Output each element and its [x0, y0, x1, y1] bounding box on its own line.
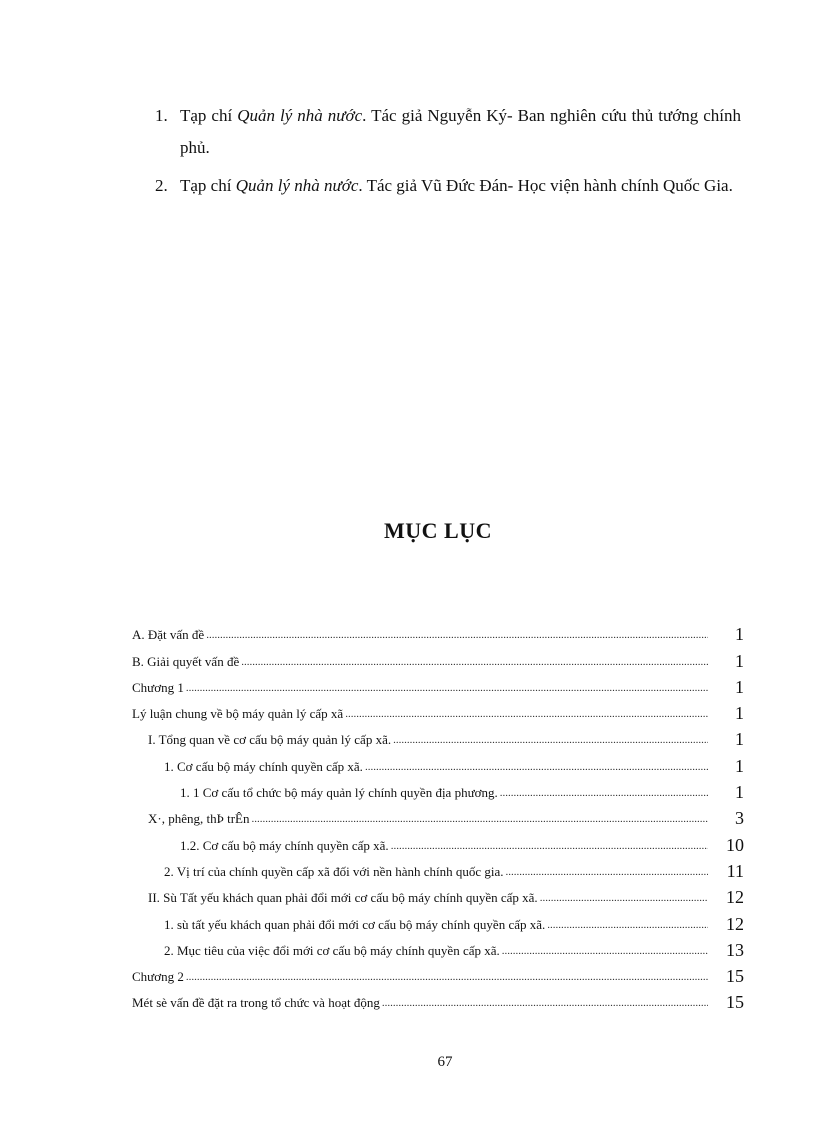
- toc-entry-page: 12: [726, 887, 744, 908]
- toc-entry: [132, 699, 744, 725]
- reference-list: [155, 100, 741, 208]
- toc-entry: [132, 804, 744, 830]
- toc-dot-leader: [206, 627, 708, 646]
- toc-entry-page: 1: [735, 729, 744, 750]
- toc-entry-page: 1: [735, 624, 744, 645]
- journal-title: Quản lý nhà nước: [237, 106, 363, 125]
- toc-entry-text: Lý luận chung về bộ máy quản lý cấp xã: [132, 706, 344, 722]
- toc-entry-text: Mét sè vấn đề đặt ra trong tổ chức và hoạt động: [132, 995, 380, 1011]
- toc-entry-page: 1: [735, 782, 744, 803]
- toc-title: MỤC LỤC: [384, 518, 492, 543]
- toc-entry: [132, 725, 744, 751]
- table-of-contents: [132, 620, 744, 1014]
- reference-item: [155, 100, 741, 164]
- toc-entry-page: 1: [735, 703, 744, 724]
- toc-entry-page: 10: [726, 834, 744, 855]
- toc-entry-text: Chương 2: [132, 969, 184, 985]
- toc-entry-text: 2. Mục tiêu của việc đổi mới cơ cấu bộ máy chính quyền cấp xã.: [164, 942, 500, 958]
- toc-entry: [132, 988, 744, 1014]
- journal-title: Quản lý nhà nước: [235, 176, 359, 195]
- toc-dot-leader: [393, 732, 708, 751]
- toc-entry-text: 2. Vị trí của chính quyền cấp xã đối với nền hành chính quốc gia.: [164, 863, 504, 879]
- toc-entry: [132, 778, 744, 804]
- toc-entry-text: B. Giải quyết vấn đề: [132, 653, 240, 669]
- toc-entry: [132, 830, 744, 856]
- toc-dot-leader: [186, 969, 708, 988]
- reference-item: [155, 170, 741, 202]
- page-number: 67: [437, 1054, 453, 1070]
- toc-entry-page: 1: [735, 676, 744, 697]
- toc-entry: [132, 751, 744, 777]
- toc-entry-text: I. Tổng quan về cơ cấu bộ máy quản lý cấp xã.: [148, 732, 392, 748]
- toc-entry-text: II. Sù Tất yếu khách quan phải đổi mới cơ cấu bộ máy chính quyền cấp xã.: [148, 890, 538, 906]
- toc-entry: [132, 673, 744, 699]
- toc-entry: [132, 883, 744, 909]
- reference-text: Tạp chí Quản lý nhà nước. Tác giả Vũ Đức Đán- Học viện hành chính Quốc Gia.: [180, 176, 733, 195]
- toc-entry-text: 1.2. Cơ cấu bộ máy chính quyền cấp xã.: [180, 837, 389, 853]
- toc-entry: [132, 620, 744, 646]
- toc-dot-leader: [251, 811, 708, 830]
- toc-entry: [132, 646, 744, 672]
- toc-entry: [132, 857, 744, 883]
- toc-entry-text: 1. 1 Cơ cấu tổ chức bộ máy quản lý chính quyền địa phương.: [180, 785, 498, 801]
- toc-dot-leader: [382, 995, 708, 1014]
- toc-entry-page: 11: [726, 860, 744, 881]
- reference-number: 2.: [155, 176, 168, 195]
- toc-entry-text: A. Đặt vấn đề: [132, 627, 205, 643]
- toc-entry-text: X·, phêng, thÞ trÊn: [148, 811, 250, 827]
- reference-text: Tạp chí Quản lý nhà nước. Tác giả Nguyễn Ký- Ban nghiên cứu thủ tướng chính phủ.: [180, 106, 742, 157]
- toc-entry-page: 12: [726, 913, 744, 934]
- toc-entry: [132, 962, 744, 988]
- toc-entry: [132, 909, 744, 935]
- toc-dot-leader: [540, 890, 708, 909]
- toc-entry-page: 3: [735, 808, 744, 829]
- toc-entry-page: 15: [726, 992, 744, 1013]
- toc-entry-page: 13: [726, 939, 744, 960]
- toc-dot-leader: [502, 943, 708, 962]
- toc-dot-leader: [345, 706, 708, 725]
- toc-dot-leader: [365, 759, 708, 778]
- toc-entry-text: 1. sù tất yếu khách quan phải đổi mới cơ cấu bộ máy chính quyền cấp xã.: [164, 916, 546, 932]
- toc-dot-leader: [241, 654, 708, 673]
- toc-entry-page: 1: [735, 650, 744, 671]
- toc-entry-text: Chương 1: [132, 679, 184, 695]
- toc-entry-page: 1: [735, 755, 744, 776]
- toc-entry: [132, 936, 744, 962]
- toc-dot-leader: [391, 838, 708, 857]
- toc-dot-leader: [506, 864, 709, 883]
- toc-dot-leader: [186, 680, 708, 699]
- toc-dot-leader: [500, 785, 708, 804]
- toc-entry-text: 1. Cơ cấu bộ máy chính quyền cấp xã.: [164, 758, 363, 774]
- reference-number: 1.: [155, 106, 168, 125]
- toc-dot-leader: [547, 917, 708, 936]
- toc-entry-page: 15: [726, 966, 744, 987]
